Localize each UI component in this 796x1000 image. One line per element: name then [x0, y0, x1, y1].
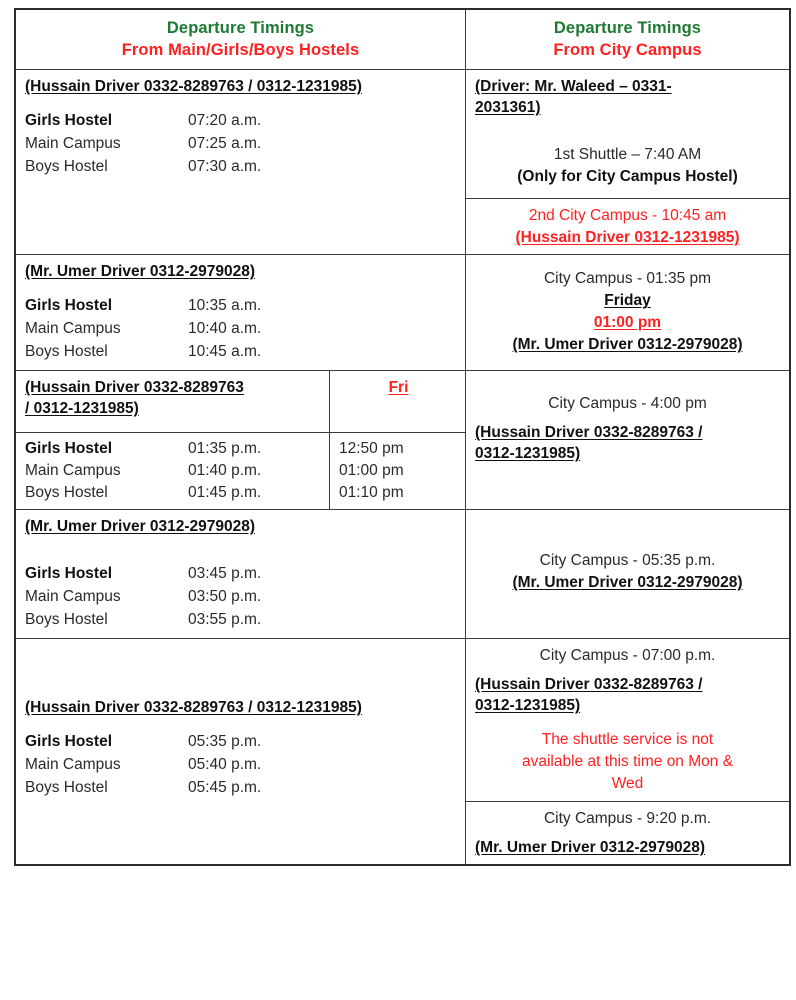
- departure-timings-table: [14, 8, 791, 866]
- stop-row-girls: [25, 563, 458, 586]
- row3-fri-header-cell: [330, 371, 466, 433]
- row1-city-part-b: [466, 199, 789, 254]
- header-hostels-line2: From Main/Girls/Boys Hostels: [121, 41, 360, 59]
- fri-time-main: 01:00 pm: [339, 462, 404, 479]
- stop-row-boys: [25, 777, 458, 800]
- stop-time-girls: 05:35 p.m.: [188, 733, 262, 750]
- stop-row-girls: [25, 110, 458, 133]
- row1-hostel-cell: [15, 70, 466, 255]
- row6-city-driver: (Mr. Umer Driver 0312-2979028): [475, 839, 706, 856]
- row5-hostel-cell: [15, 639, 466, 866]
- row1-shuttle2-time: 2nd City Campus - 10:45 am: [528, 207, 727, 224]
- stop-label-main: Main Campus: [25, 588, 121, 605]
- spacer: [475, 667, 780, 674]
- spacer: [25, 718, 458, 731]
- row1-city-driver-line1: (Driver: Mr. Waleed – 0331-: [475, 78, 672, 95]
- row5-city-part-a-content: [466, 639, 789, 801]
- stop-time-girls: 03:45 p.m.: [188, 565, 262, 582]
- row3-driver-line1: (Hussain Driver 0332-8289763: [25, 379, 244, 396]
- stop-row-main: [25, 460, 322, 482]
- row3-city-driver-line2: 0312-1231985): [475, 445, 581, 462]
- spacer: [475, 830, 780, 837]
- stop-label-boys: Boys Hostel: [25, 779, 108, 796]
- row4-city-content: [466, 510, 789, 599]
- row5-driver-label: (Hussain Driver 0332-8289763 / 0312-1231985): [25, 699, 362, 716]
- row1-city-part-b-content: [466, 199, 789, 254]
- row4-driver-label: (Mr. Umer Driver 0312-2979028): [25, 518, 256, 535]
- row1-stop-times: [25, 110, 458, 179]
- header-hostels-line1: Departure Timings: [166, 19, 315, 37]
- row5-hostel-content: [16, 639, 465, 806]
- row5-city-time: City Campus - 07:00 p.m.: [539, 647, 716, 664]
- fri-time-boys: 01:10 pm: [339, 484, 404, 501]
- row4-city-time: City Campus - 05:35 p.m.: [539, 552, 716, 569]
- header-city-campus-line2: From City Campus: [553, 41, 702, 59]
- row1-city-cell: [466, 70, 791, 255]
- row5-note-line3: Wed: [611, 775, 644, 792]
- stop-label-main: Main Campus: [25, 462, 121, 479]
- row2-hostel-cell: [15, 255, 466, 371]
- row5-note-line2: available at this time on Mon &: [521, 753, 734, 770]
- stop-row-girls: [25, 438, 322, 460]
- stop-label-main: Main Campus: [25, 135, 121, 152]
- row1-shuttle1-note: (Only for City Campus Hostel): [517, 168, 738, 185]
- spacer: [25, 282, 458, 295]
- stop-row-girls: [25, 731, 458, 754]
- spacer: [25, 419, 322, 426]
- stop-row-main: [25, 754, 458, 777]
- row2-city-cell: [466, 255, 791, 371]
- row2-friday-label: Friday: [604, 292, 651, 309]
- spacer: [475, 716, 780, 729]
- stop-label-boys: Boys Hostel: [25, 611, 108, 628]
- row2-driver-label: (Mr. Umer Driver 0312-2979028): [25, 263, 256, 280]
- row3-sub-header: [16, 371, 465, 433]
- header-city-campus-line1: Departure Timings: [553, 19, 702, 37]
- row5-stop-times: [25, 731, 458, 800]
- row3-sub-body: [16, 433, 465, 510]
- row4-city-cell: [466, 510, 791, 639]
- stop-label-boys: Boys Hostel: [25, 484, 108, 501]
- spacer: [475, 415, 780, 422]
- row1-city-part-a-content: [466, 70, 789, 198]
- table-row-4: [15, 510, 790, 639]
- row3-times-cell: [16, 433, 330, 510]
- table-row-5: [15, 639, 790, 866]
- row5-city-cell: [466, 639, 791, 866]
- row3-city-time: City Campus - 4:00 pm: [548, 395, 707, 412]
- row1-hostel-content: [16, 70, 465, 185]
- spacer: [25, 97, 458, 110]
- header-city-campus: [466, 10, 789, 69]
- row3-city-driver-line1: (Hussain Driver 0332-8289763 /: [475, 424, 703, 441]
- row3-fri-times-content: [330, 433, 465, 509]
- stop-time-boys: 07:30 a.m.: [188, 158, 262, 175]
- row5-note-line1: The shuttle service is not: [541, 731, 714, 748]
- row3-driver-content: [16, 371, 329, 432]
- stop-time-girls: 07:20 a.m.: [188, 112, 262, 129]
- stop-row-boys: [25, 156, 458, 179]
- stop-time-main: 05:40 p.m.: [188, 756, 262, 773]
- table-row-1: [15, 70, 790, 255]
- stop-time-girls: 01:35 p.m.: [188, 440, 262, 457]
- row2-city-content: [466, 255, 789, 361]
- spacer: [25, 537, 458, 563]
- row5-city-part-b-content: [466, 802, 789, 864]
- stop-time-boys: 05:45 p.m.: [188, 779, 262, 796]
- row4-hostel-content: [16, 510, 465, 638]
- row1-shuttle1-time: 1st Shuttle – 7:40 AM: [553, 146, 702, 163]
- table-header-row: [15, 9, 790, 70]
- table-row-3: [15, 371, 790, 510]
- stop-row-main: [25, 318, 458, 341]
- row3-fri-label: Fri: [388, 379, 409, 396]
- row2-city-time: City Campus - 01:35 pm: [543, 270, 712, 287]
- row3-fri-times-cell: [330, 433, 466, 510]
- row4-hostel-cell: [15, 510, 466, 639]
- stop-row-boys: [25, 482, 322, 504]
- stop-time-girls: 10:35 a.m.: [188, 297, 262, 314]
- stop-time-main: 10:40 a.m.: [188, 320, 262, 337]
- stop-label-main: Main Campus: [25, 756, 121, 773]
- stop-label-main: Main Campus: [25, 320, 121, 337]
- row5-city-part-a: [466, 639, 789, 802]
- row4-city-driver: (Mr. Umer Driver 0312-2979028): [512, 574, 743, 591]
- header-cell-city-campus: [466, 9, 791, 70]
- stop-row-boys: [25, 341, 458, 364]
- stop-row-main: [25, 586, 458, 609]
- row5-city-stack: [466, 639, 789, 864]
- stop-label-girls: Girls Hostel: [25, 565, 112, 582]
- row3-times-content: [16, 433, 329, 509]
- row3-stop-times: [25, 438, 322, 504]
- row5-city-part-b: [466, 802, 789, 864]
- stop-time-boys: 01:45 p.m.: [188, 484, 262, 501]
- spacer: [25, 645, 458, 697]
- row2-hostel-content: [16, 255, 465, 370]
- row6-city-time: City Campus - 9:20 p.m.: [543, 810, 712, 827]
- fri-time-girls: 12:50 pm: [339, 440, 404, 457]
- stop-row-girls: [25, 295, 458, 318]
- spacer: [475, 188, 780, 192]
- row3-sub-table: [16, 371, 465, 509]
- row1-driver-label: (Hussain Driver 0332-8289763 / 0312-1231985): [25, 78, 362, 95]
- table-row-2: [15, 255, 790, 371]
- row3-fri-header-content: [330, 371, 465, 404]
- row3-city-content: [466, 371, 789, 470]
- stop-row-main: [25, 133, 458, 156]
- row5-city-driver-line2: 0312-1231985): [475, 697, 581, 714]
- row1-shuttle2-driver: (Hussain Driver 0312-1231985): [515, 229, 740, 246]
- stop-time-main: 07:25 a.m.: [188, 135, 262, 152]
- row3-driver-line2: / 0312-1231985): [25, 400, 139, 417]
- row5-city-driver-line1: (Hussain Driver 0332-8289763 /: [475, 676, 703, 693]
- row1-city-stack: [466, 70, 789, 254]
- row2-stop-times: [25, 295, 458, 364]
- stop-time-main: 01:40 p.m.: [188, 462, 262, 479]
- stop-label-boys: Boys Hostel: [25, 158, 108, 175]
- row2-city-driver: (Mr. Umer Driver 0312-2979028): [512, 336, 743, 353]
- stop-label-boys: Boys Hostel: [25, 343, 108, 360]
- row3-city-cell: [466, 371, 791, 510]
- stop-label-girls: Girls Hostel: [25, 112, 112, 129]
- row3-hostel-cell: [15, 371, 466, 510]
- header-hostels: [16, 10, 465, 69]
- row2-friday-time: 01:00 pm: [593, 314, 662, 331]
- row1-city-part-a: [466, 70, 789, 199]
- stop-label-girls: Girls Hostel: [25, 440, 112, 457]
- spacer: [475, 118, 780, 144]
- stop-row-boys: [25, 609, 458, 632]
- row4-stop-times: [25, 563, 458, 632]
- stop-time-boys: 03:55 p.m.: [188, 611, 262, 628]
- stop-time-boys: 10:45 a.m.: [188, 343, 262, 360]
- stop-time-main: 03:50 p.m.: [188, 588, 262, 605]
- stop-label-girls: Girls Hostel: [25, 733, 112, 750]
- row3-driver-cell: [16, 371, 330, 433]
- header-cell-hostels: [15, 9, 466, 70]
- row1-city-driver-line2: 2031361): [475, 99, 541, 116]
- stop-label-girls: Girls Hostel: [25, 297, 112, 314]
